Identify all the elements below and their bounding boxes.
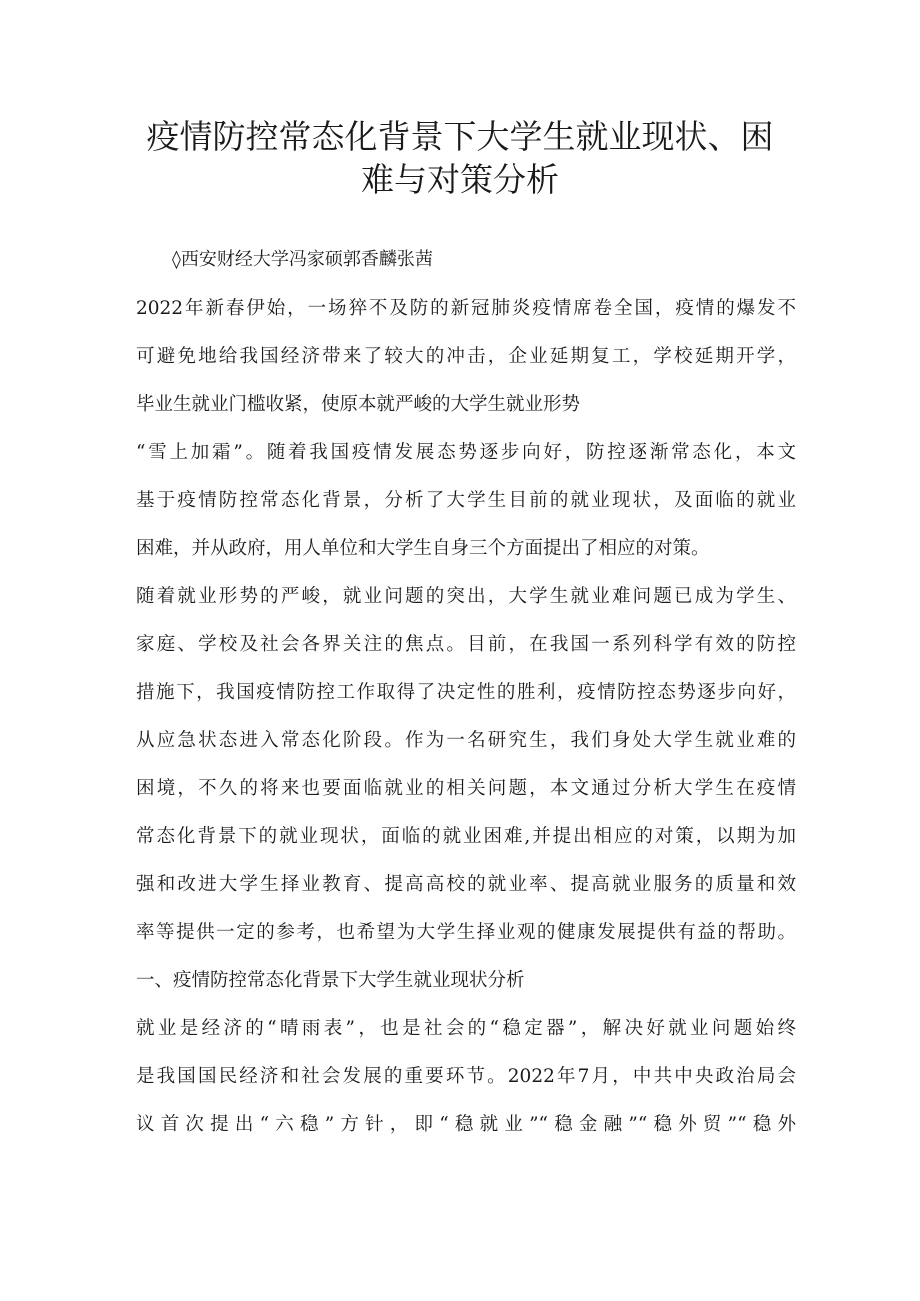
document-title-line-2: 难与对策分析: [361, 160, 559, 199]
text-line: “雪上加霜”。随着我国疫情发展态势逐步向好，防控逐渐常态化，本文: [136, 442, 796, 463]
text-line: 措施下，我国疫情防控工作取得了决定性的胜利，疫情防控态势逐步向好，: [136, 682, 796, 703]
body-text: [136, 294, 796, 1158]
section-heading: 一、疫情防控常态化背景下大学生就业现状分析: [136, 970, 525, 991]
text-line: 随着就业形势的严峻，就业问题的突出，大学生就业难问题已成为学生、: [136, 586, 796, 607]
text-line: 困境，不久的将来也要面临就业的相关问题，本文通过分析大学生在疫情: [136, 778, 796, 799]
text-line: 困难，并从政府，用人单位和大学生自身三个方面提出了相应的对策。: [136, 538, 710, 559]
text-line: 基于疫情防控常态化背景，分析了大学生目前的就业现状，及面临的就业: [136, 490, 796, 511]
text-line: 从应急状态进入常态化阶段。作为一名研究生，我们身处大学生就业难的: [136, 730, 796, 751]
text-line: 2022年新春伊始，一场猝不及防的新冠肺炎疫情席卷全国，疫情的爆发不: [136, 298, 796, 319]
text-line: 常态化背景下的就业现状，面临的就业困难,并提出相应的对策，以期为加: [136, 826, 796, 847]
text-line: 强和改进大学生择业教育、提高高校的就业率、提高就业服务的质量和效: [136, 874, 796, 895]
text-line: 就业是经济的“晴雨表”，也是社会的“稳定器”，解决好就业问题始终: [136, 1018, 796, 1039]
text-line: 议首次提出“六稳”方针，即“稳就业”“稳金融”“稳外贸”“稳外: [136, 1114, 796, 1135]
text-line: 可避免地给我国经济带来了较大的冲击，企业延期复工，学校延期开学，: [136, 346, 796, 367]
text-line: 毕业生就业门槛收紧，使原本就严峻的大学生就业形势: [136, 394, 581, 415]
text-line: 是我国国民经济和社会发展的重要环节。2022年7月，中共中央政治局会: [136, 1066, 796, 1087]
author-line: ◊西安财经大学冯家硕郭香麟张茜: [172, 249, 433, 270]
text-line: 家庭、学校及社会各界关注的焦点。目前，在我国一系列科学有效的防控: [136, 634, 796, 655]
text-line: 率等提供一定的参考，也希望为大学生择业观的健康发展提供有益的帮助。: [136, 922, 796, 943]
document-title-line-1: 疫情防控常态化背景下大学生就业现状、困: [146, 117, 774, 156]
